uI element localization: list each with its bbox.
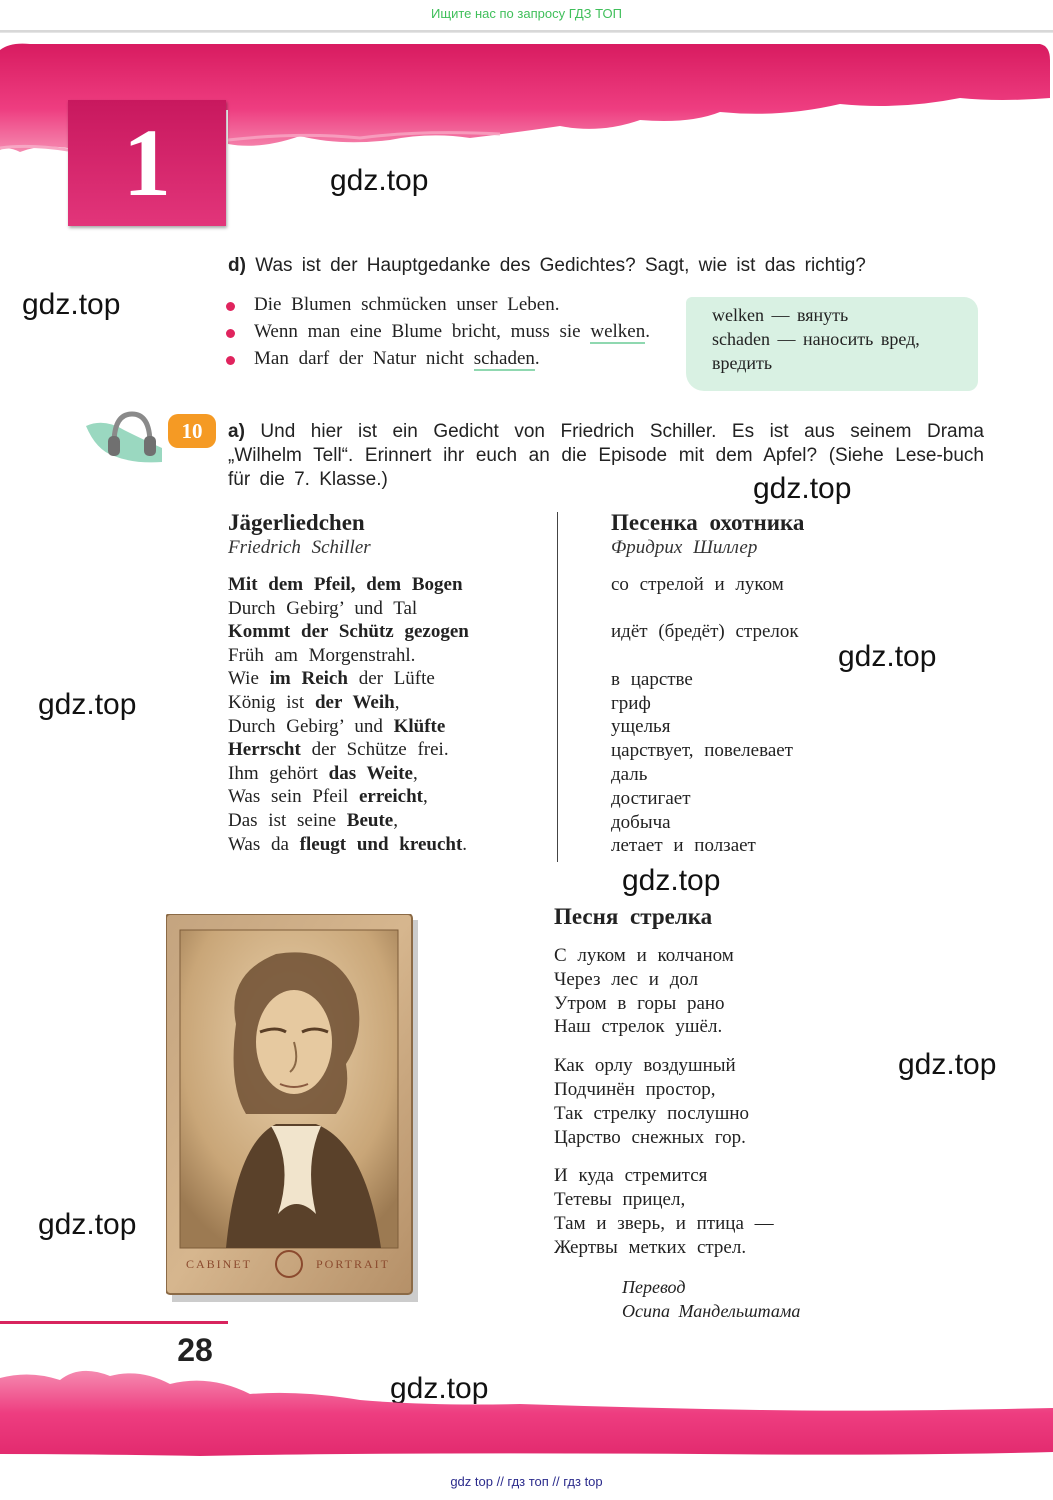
poem-line: [228, 715, 548, 739]
song-line: С луком и колчаном: [554, 945, 734, 966]
song-line: Царство снежных гор.: [554, 1126, 746, 1148]
poem-text: Früh am Morgenstrahl.: [228, 644, 416, 666]
portrait-caption-left: CABINET: [186, 1257, 252, 1271]
poem-keyword: fleugt und kreucht: [299, 833, 463, 855]
headphones-icon[interactable]: [84, 404, 164, 464]
chapter-number: 1: [123, 109, 171, 216]
watermark: gdz.top: [622, 864, 721, 897]
poem-line: [228, 644, 548, 668]
poem-line: [228, 597, 548, 621]
song-translation: [554, 904, 974, 1323]
poem-text: Durch Gebirg’ und Tal: [228, 597, 418, 619]
exercise-number-badge: 10: [168, 414, 216, 448]
poem-line: [228, 762, 548, 786]
poem-keyword: das Weite: [328, 762, 413, 784]
poem-line: [228, 667, 548, 691]
credit-line: Осипа Мандельштама: [622, 1300, 801, 1321]
poem-keyword: Herrscht: [228, 739, 301, 761]
poem-author: Фридрих Шиллер: [611, 537, 758, 558]
song-line: И куда стремится: [554, 1165, 708, 1187]
watermark: gdz.top: [22, 288, 121, 321]
top-banner[interactable]: Ищите нас по запросу ГДЗ ТОП: [431, 6, 622, 21]
glossary-line: достигает: [611, 787, 691, 809]
song-stanzas: [554, 944, 974, 1260]
glossary-lines: [611, 573, 991, 858]
song-title: Песня стрелка: [554, 904, 713, 929]
poem-text: Das ist seine: [228, 809, 347, 831]
page-number-rule: [0, 1321, 228, 1324]
poem-line: [228, 620, 548, 644]
poem-text: Durch Gebirg’ und: [228, 715, 394, 737]
bullet-punct: .: [645, 321, 650, 342]
watermark: gdz.top: [838, 640, 937, 673]
poem-lines: [228, 573, 548, 856]
vocab-word: welken: [590, 321, 646, 342]
task-a-label: a): [228, 421, 245, 442]
poem-line: [228, 809, 548, 833]
poem-text: ,: [412, 762, 418, 784]
poem-keyword: erreicht: [358, 786, 423, 808]
bullet-punct: .: [534, 348, 540, 369]
poem-text: ,: [394, 691, 400, 713]
song-line: Утром в горы рано: [554, 992, 725, 1014]
poem-title: Jägerliedchen: [228, 510, 365, 535]
poem-author: Friedrich Schiller: [228, 537, 371, 558]
poem-de: [228, 510, 548, 856]
watermark: gdz.top: [898, 1048, 997, 1081]
poem-title: Песенка охотника: [611, 510, 805, 535]
stanza: [554, 1054, 974, 1149]
list-item: [226, 346, 656, 372]
list-item: [226, 292, 656, 318]
vocab-line: schaden — наносить вред,: [712, 329, 920, 349]
task-d-label: d): [228, 255, 246, 276]
stanza: [554, 944, 974, 1039]
song-line: Подчинён простор,: [554, 1078, 716, 1100]
vocab-word: schaden: [473, 348, 535, 369]
task-a: [228, 420, 984, 492]
poem-keyword: Mit dem Pfeil, dem Bogen: [228, 574, 463, 595]
song-line: Так стрелку послушно: [554, 1102, 749, 1124]
poem-line: [228, 785, 548, 809]
bottom-footer-stroke: [0, 1360, 1053, 1460]
glossary-line: гриф: [611, 692, 651, 714]
poem-text: Was da: [228, 833, 300, 855]
song-line: Там и зверь, и птица —: [554, 1212, 774, 1234]
glossary-line: летает и ползает: [611, 835, 756, 857]
poem-line: [228, 738, 548, 762]
poem-ru: [611, 510, 991, 858]
poem-keyword: Beute: [346, 809, 394, 831]
list-item: [226, 319, 656, 345]
task-a-text: Und hier ist ein Gedicht von Friedrich Schiller. Es ist aus seinem Drama „Wilhelm Tell“. Erinnert ihr euch an die Episode mit dem Apfel? (Siehe Lese-buch für die 7. Klasse.): [228, 421, 984, 490]
glossary-line: ущелья: [611, 716, 671, 738]
glossary-line: царствует, повелевает: [611, 740, 793, 762]
stanza: [554, 1164, 974, 1259]
column-divider: [557, 512, 558, 862]
vocab-line: вредить: [712, 353, 773, 373]
watermark: gdz.top: [390, 1372, 489, 1405]
page-number: 28: [177, 1332, 213, 1368]
poem-text: König ist: [228, 691, 315, 713]
watermark: gdz.top: [330, 164, 429, 197]
portrait-caption-right: PORTRAIT: [316, 1257, 390, 1271]
poem-line: [228, 573, 548, 597]
bullet-list: [226, 292, 656, 372]
poem-keyword: im Reich: [269, 668, 348, 690]
glossary-line: даль: [611, 763, 648, 785]
poem-line: [228, 833, 548, 857]
watermark: gdz.top: [753, 472, 852, 505]
poem-text: der Schütze frei.: [300, 739, 449, 761]
poem-text: Was sein Pfeil: [228, 786, 359, 808]
poem-keyword: der Weih: [314, 691, 395, 713]
song-line: Наш стрелок ушёл.: [554, 1016, 723, 1038]
watermark: gdz.top: [38, 1208, 137, 1241]
poem-text: .: [462, 833, 468, 855]
poem-text: Ihm gehört: [228, 762, 329, 784]
poem-line: [228, 691, 548, 715]
glossary-line: [611, 597, 991, 621]
glossary-line: идёт (бредёт) стрелок: [611, 621, 799, 643]
vocab-line: welken — вянуть: [712, 305, 849, 325]
poem-keyword: Kommt der Schütz gezogen: [228, 621, 469, 643]
glossary-line: со стрелой и луком: [611, 574, 784, 595]
song-line: Через лес и дол: [554, 968, 699, 990]
poem-text: Wie: [228, 668, 270, 690]
bullet-text: Man darf der Natur nicht: [254, 348, 474, 369]
poem-keyword: Klüfte: [393, 715, 446, 737]
song-line: Как орлу воздушный: [554, 1055, 736, 1077]
poem-text: der Lüfte: [347, 668, 435, 690]
glossary-line: [611, 644, 991, 668]
schiller-portrait-image: [166, 914, 420, 1304]
bullet-text: Wenn man eine Blume bricht, muss sie: [254, 321, 591, 342]
poem-text: ,: [422, 786, 428, 808]
vocabulary-box: [686, 297, 978, 391]
song-line: Жертвы метких стрел.: [554, 1236, 747, 1258]
glossary-line: в царстве: [611, 668, 693, 690]
poem-text: ,: [393, 809, 398, 831]
song-line: Тетевы прицел,: [554, 1189, 686, 1211]
watermark: gdz.top: [38, 688, 137, 721]
credit-line: Перевод: [622, 1276, 686, 1297]
task-d-text: Was ist der Hauptgedanke des Gedichtes? Sagt, wie ist das richtig?: [255, 255, 866, 276]
glossary-line: добыча: [611, 811, 671, 833]
task-d: [228, 254, 954, 278]
bullet-text: Die Blumen schmücken unser Leben.: [254, 294, 560, 315]
footer-links[interactable]: gdz top // гдз топ // гдз top: [450, 1474, 603, 1489]
translation-credit: [622, 1275, 974, 1323]
